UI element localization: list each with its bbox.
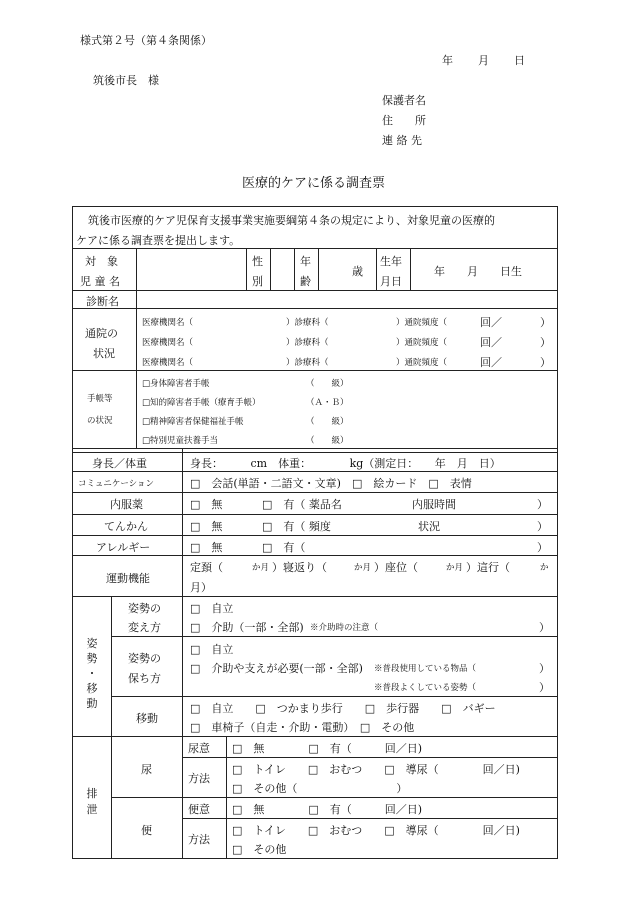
- posture-keep-close-2: ）: [539, 681, 550, 694]
- posture-keep-close-1: ）: [539, 662, 550, 675]
- urine-sense-label: 尿意: [188, 742, 210, 755]
- motor-month-2: か月: [354, 563, 372, 573]
- handbook-mental[interactable]: □精神障害者保健福祉手帳: [142, 417, 244, 427]
- child-name-field[interactable]: [138, 250, 244, 288]
- page-title: 医療的ケアに係る調査票: [242, 176, 386, 191]
- stool-label: 便: [141, 824, 152, 837]
- child-label-1: 対 象: [85, 255, 118, 268]
- age-label-1: 年: [300, 255, 311, 268]
- hospital-row-1-freq[interactable]: ）通院頻度（: [396, 318, 448, 328]
- stool-sense-label: 便意: [188, 803, 210, 816]
- motor-month-3: か月: [446, 563, 464, 573]
- excretion-group-label: 排 泄: [86, 787, 98, 816]
- sex-label-2: 別: [252, 275, 263, 288]
- allergy-close: ）: [537, 541, 548, 554]
- posture-change-label-2: 変え方: [128, 621, 161, 634]
- posture-keep-assist[interactable]: □ 介助や支えが必要(一部・全部): [190, 662, 363, 675]
- comm-label: コミュニケーション: [78, 479, 154, 489]
- age-label-2: 齢: [300, 275, 311, 288]
- handbook-label-2: の状況: [87, 416, 113, 426]
- medicine-close: ）: [537, 498, 548, 511]
- intro-line-1: 筑後市医療的ケア児保育支援事業実施要綱第４条の規定により、対象児童の医療的: [88, 214, 495, 227]
- address-label: 住 所: [382, 114, 426, 127]
- birth-label-2: 月日: [380, 275, 402, 288]
- urine-label: 尿: [141, 763, 152, 776]
- hospital-row-1-times: 回／: [480, 316, 502, 329]
- body-label: 身長／体重: [92, 457, 147, 470]
- allergy-label: アレルギー: [96, 541, 151, 554]
- move-options-2[interactable]: □ 車椅子（自走・介助・電動） □ その他: [190, 721, 415, 734]
- handbook-mental-grade[interactable]: （ 級）: [306, 417, 349, 427]
- birth-label-1: 生年: [380, 255, 402, 268]
- hospital-row-1-inst[interactable]: 医療機関名（: [142, 318, 194, 328]
- hospital-row-2-times: 回／: [480, 336, 502, 349]
- motor-sit[interactable]: ）座位（: [374, 561, 418, 574]
- posture-keep-label-1: 姿勢の: [128, 652, 161, 665]
- handbook-intellectual[interactable]: □知的障害者手帳（療育手帳）: [142, 398, 261, 408]
- medicine-none-checkbox[interactable]: □ 無: [190, 498, 223, 511]
- body-value[interactable]: 身長： cm 体重： kg（測定日： 年 月 日）: [190, 457, 501, 470]
- epilepsy-status: 状況: [418, 520, 440, 533]
- hospital-row-3-close: ）: [540, 356, 551, 369]
- stool-method-options-2[interactable]: □ その他: [232, 843, 287, 856]
- guardian-name-label: 保護者名: [382, 94, 426, 107]
- addressee: 筑後市長 様: [93, 74, 159, 87]
- comm-options[interactable]: □ 会話(単語・二語文・文章) □ 絵カード □ 表情: [190, 477, 472, 490]
- posture-keep-label-2: 保ち方: [128, 672, 161, 685]
- posture-group-label: 姿 勢 ・ 移 動: [86, 637, 98, 710]
- stool-method-label: 方法: [188, 833, 210, 846]
- urine-sense-options[interactable]: □ 無 □ 有（ 回／日): [232, 742, 423, 755]
- motor-label: 運動機能: [106, 572, 150, 585]
- move-label: 移動: [136, 712, 158, 725]
- diagnosis-field[interactable]: [138, 292, 554, 307]
- allergy-none-checkbox[interactable]: □ 無: [190, 541, 223, 554]
- hospital-label-2: 状況: [93, 347, 115, 360]
- handbook-label-1: 手帳等: [87, 394, 113, 404]
- posture-change-assist[interactable]: □ 介助（一部・全部): [190, 621, 304, 634]
- epilepsy-none-checkbox[interactable]: □ 無: [190, 520, 223, 533]
- hospital-label-1: 通院の: [85, 327, 118, 340]
- motor-month-4-a: か: [540, 563, 549, 573]
- motor-roll[interactable]: ）寝返り（: [272, 561, 327, 574]
- hospital-row-3-freq[interactable]: ）通院頻度（: [396, 358, 448, 368]
- handbook-intellectual-grade[interactable]: （Ａ・Ｂ）: [306, 398, 349, 408]
- hospital-row-2-close: ）: [540, 336, 551, 349]
- epilepsy-close: ）: [537, 520, 548, 533]
- hospital-row-3-inst[interactable]: 医療機関名（: [142, 358, 194, 368]
- form-number: 様式第２号（第４条関係）: [80, 34, 212, 47]
- diagnosis-label: 診断名: [86, 295, 119, 308]
- posture-keep-note-1: ※普段使用している物品（: [374, 664, 477, 674]
- medicine-yes-checkbox[interactable]: □ 有（ 薬品名: [262, 498, 342, 511]
- intro-line-2: ケアに係る調査票を提出します。: [76, 234, 241, 247]
- hospital-row-2-freq[interactable]: ）通院頻度（: [396, 338, 448, 348]
- posture-keep-self[interactable]: □ 自立: [190, 643, 234, 656]
- hospital-row-2-inst[interactable]: 医療機関名（: [142, 338, 194, 348]
- urine-method-options-2[interactable]: □ その他（ ）: [232, 782, 408, 795]
- posture-change-self[interactable]: □ 自立: [190, 602, 234, 615]
- motor-line-2: 月）: [190, 581, 212, 594]
- hospital-row-3-times: 回／: [480, 356, 502, 369]
- posture-keep-note-2: ※普段よくしている姿勢（: [374, 683, 477, 693]
- handbook-allowance-grade[interactable]: （ 級）: [306, 436, 349, 446]
- child-label-2: 児 童 名: [80, 275, 120, 288]
- move-options-1[interactable]: □ 自立 □ つかまり歩行 □ 歩行器 □ バギー: [190, 702, 496, 715]
- date-month: 月: [478, 54, 489, 67]
- motor-month-1: か月: [252, 563, 270, 573]
- medicine-label: 内服薬: [110, 498, 143, 511]
- epilepsy-label: てんかん: [104, 520, 148, 533]
- date-day: 日: [514, 54, 525, 67]
- hospital-row-3-dept[interactable]: ）診療科（: [286, 358, 329, 368]
- birth-value[interactable]: 年 月 日生: [434, 265, 522, 278]
- sex-label-1: 性: [252, 255, 263, 268]
- date-year: 年: [442, 54, 453, 67]
- age-unit[interactable]: 歳: [352, 265, 363, 278]
- motor-head[interactable]: 定頚（: [190, 561, 223, 574]
- hospital-row-1-close: ）: [540, 316, 551, 329]
- contact-label: 連 絡 先: [382, 134, 422, 147]
- hospital-row-2-dept[interactable]: ）診療科（: [286, 338, 329, 348]
- posture-change-label-1: 姿勢の: [128, 602, 161, 615]
- sex-field[interactable]: [272, 250, 292, 288]
- handbook-physical[interactable]: □身体障害者手帳: [142, 379, 210, 389]
- medicine-time: 内服時間: [412, 498, 456, 511]
- epilepsy-yes-checkbox[interactable]: □ 有（ 頻度: [262, 520, 331, 533]
- handbook-allowance[interactable]: □特別児童扶養手当: [142, 436, 219, 446]
- posture-change-close: ）: [539, 621, 550, 634]
- stool-method-options-1[interactable]: □ トイレ □ おむつ □ 導尿（ 回／日): [232, 824, 520, 837]
- handbook-physical-grade[interactable]: （ 級）: [306, 379, 349, 389]
- urine-method-options-1[interactable]: □ トイレ □ おむつ □ 導尿（ 回／日): [232, 763, 520, 776]
- hospital-row-1-dept[interactable]: ）診療科（: [286, 318, 329, 328]
- allergy-yes-checkbox[interactable]: □ 有（: [262, 541, 306, 554]
- urine-method-label: 方法: [188, 772, 210, 785]
- posture-change-note: ※介助時の注意（: [310, 623, 379, 633]
- stool-sense-options[interactable]: □ 無 □ 有（ 回／日): [232, 803, 423, 816]
- motor-crawl[interactable]: ）這行（: [466, 561, 510, 574]
